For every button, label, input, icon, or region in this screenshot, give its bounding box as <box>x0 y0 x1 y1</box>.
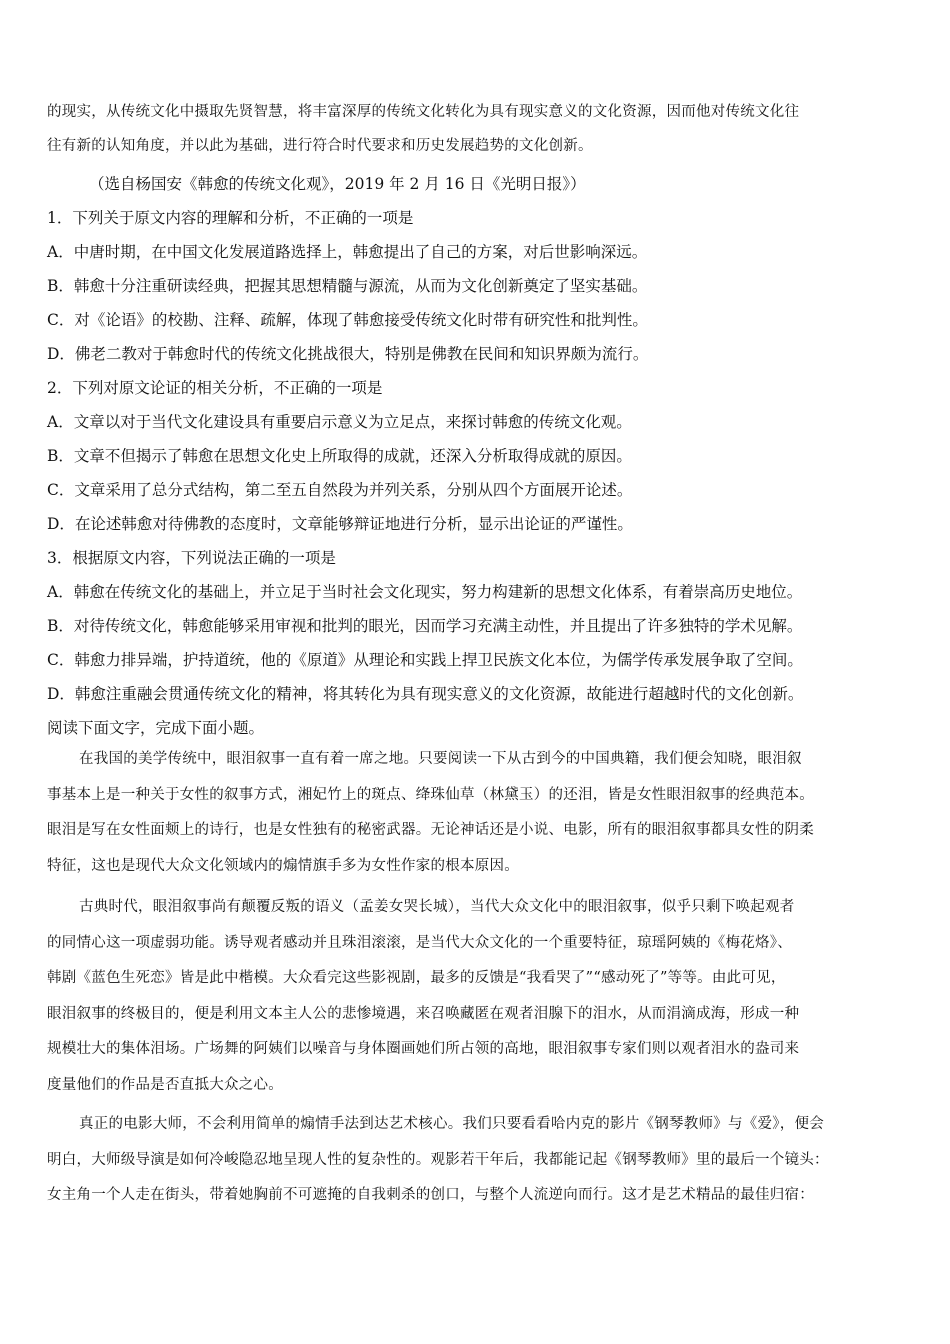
intro-line: 往有新的认知角度，并以此为基础，进行符合时代要求和历史发展趋势的文化创新。 <box>47 138 593 154</box>
question-2-option-a: A．文章以对于当代文化建设具有重要启示意义为立足点，来探讨韩愈的传统文化观。 <box>47 413 632 431</box>
question-3-stem: 3．根据原文内容，下列说法正确的一项是 <box>47 549 336 567</box>
question-2-option-d: D．在论述韩愈对待佛教的态度时，文章能够辩证地进行分析，显示出论证的严谨性。 <box>47 515 633 533</box>
essay-line: 眼泪叙事的终极目的，便是利用文本主人公的悲惨境遇，来召唤藏匿在观者泪腺下的泪水，从而涓滴成海，形成一种 <box>47 1005 800 1022</box>
question-2-option-b: B．文章不但揭示了韩愈在思想文化史上所取得的成就，还深入分析取得成就的原因。 <box>47 447 632 465</box>
essay-line: 韩剧《蓝色生死恋》皆是此中楷模。大众看完这些影视剧，最多的反馈是“我看哭了”“感动死了”等等。由此可见， <box>47 970 786 986</box>
question-3-option-c: C．韩愈力排异端，护持道统，他的《原道》从理论和实践上捍卫民族文化本位，为儒学传承发展争取了空间。 <box>47 651 803 669</box>
question-2-option-c: C．文章采用了总分式结构，第二至五自然段为并列关系，分别从四个方面展开论述。 <box>47 481 633 499</box>
essay-paragraph-2 <box>47 890 907 1103</box>
essay-paragraph-3 <box>47 1107 907 1214</box>
question-1-option-d: D．佛老二教对于韩愈时代的传统文化挑战很大，特别是佛教在民间和知识界颇为流行。 <box>47 345 649 363</box>
essay-line: 古典时代，眼泪叙事尚有颠覆反叛的语义（孟姜女哭长城），当代大众文化中的眼泪叙事，似乎只剩下唤起观者 <box>79 899 795 915</box>
essay-paragraph-1 <box>47 742 907 884</box>
essay-line: 真正的电影大师，不会利用简单的煽情手法到达艺术核心。我们只要看看哈内克的影片《钢琴教师》与《爱》，便会 <box>79 1116 824 1132</box>
question-3-option-d: D．韩愈注重融会贯通传统文化的精神，将其转化为具有现实意义的文化资源，故能进行超越时代的文化创新。 <box>47 685 804 703</box>
question-1-stem: 1．下列关于原文内容的理解和分析，不正确的一项是 <box>47 209 414 227</box>
question-1-option-a: A．中唐时期，在中国文化发展道路选择上，韩愈提出了自己的方案，对后世影响深远。 <box>47 243 648 261</box>
question-1-option-b: B．韩愈十分注重研读经典，把握其思想精髓与源流，从而为文化创新奠定了坚实基础。 <box>47 277 648 295</box>
essay-line: 明白，大师级导演是如何冷峻隐忍地呈现人性的复杂性的。观影若干年后，我都能记起《钢琴教师》里的最后一个镜头： <box>47 1151 829 1168</box>
reading-instruction: 阅读下面文字，完成下面小题。 <box>47 719 265 737</box>
question-2-stem: 2．下列对原文论证的相关分析，不正确的一项是 <box>47 379 383 397</box>
essay-line: 眼泪是写在女性面颊上的诗行，也是女性独有的秘密武器。无论神话还是小说、电影，所有的眼泪叙事都具女性的阴柔 <box>47 822 814 838</box>
essay-line: 在我国的美学传统中，眼泪叙事一直有着一席之地。只要阅读一下从古到今的中国典籍，我们便会知晓，眼泪叙 <box>79 751 802 767</box>
question-1-option-c: C．对《论语》的校勘、注释、疏解，体现了韩愈接受传统文化时带有研究性和批判性。 <box>47 311 648 329</box>
essay-line: 事基本上是一种关于女性的叙事方式，湘妃竹上的斑点、绛珠仙草（林黛玉）的还泪，皆是女性眼泪叙事的经典范本。 <box>47 786 814 803</box>
essay-line: 的同情心这一项虚弱功能。诱导观者感动并且珠泪滚滚，是当代大众文化的一个重要特征，琼瑶阿姨的《梅花烙》、 <box>47 934 792 951</box>
essay-line: 特征，这也是现代大众文化领域内的煽情旗手多为女性作家的根本原因。 <box>47 857 519 874</box>
question-3-option-b: B．对待传统文化，韩愈能够采用审视和批判的眼光，因而学习充满主动性，并且提出了许多独特的学术见解。 <box>47 617 803 635</box>
essay-line: 规模壮大的集体泪场。广场舞的阿姨们以噪音与身体圈画她们所占领的高地，眼泪叙事专家们则以观者泪水的盎司来 <box>47 1041 800 1057</box>
question-3-option-a: A．韩愈在传统文化的基础上，并立足于当时社会文化现实，努力构建新的思想文化体系，有着崇高历史地位。 <box>47 583 803 601</box>
essay-line: 度量他们的作品是否直抵大众之心。 <box>47 1076 283 1093</box>
essay-line: 女主角一个人走在街头，带着她胸前不可遮掩的自我刺杀的创口，与整个人流逆向而行。这才是艺术精品的最佳归宿： <box>47 1187 814 1203</box>
question-section <box>47 201 907 745</box>
intro-line: 的现实，从传统文化中摄取先贤智慧，将丰富深厚的传统文化转化为具有现实意义的文化资源，因而他对传统文化往 <box>47 104 800 120</box>
source-citation: （选自杨国安《韩愈的传统文化观》，2019 年 2 月 16 日《光明日报》） <box>89 175 586 193</box>
intro-paragraph <box>47 95 907 163</box>
